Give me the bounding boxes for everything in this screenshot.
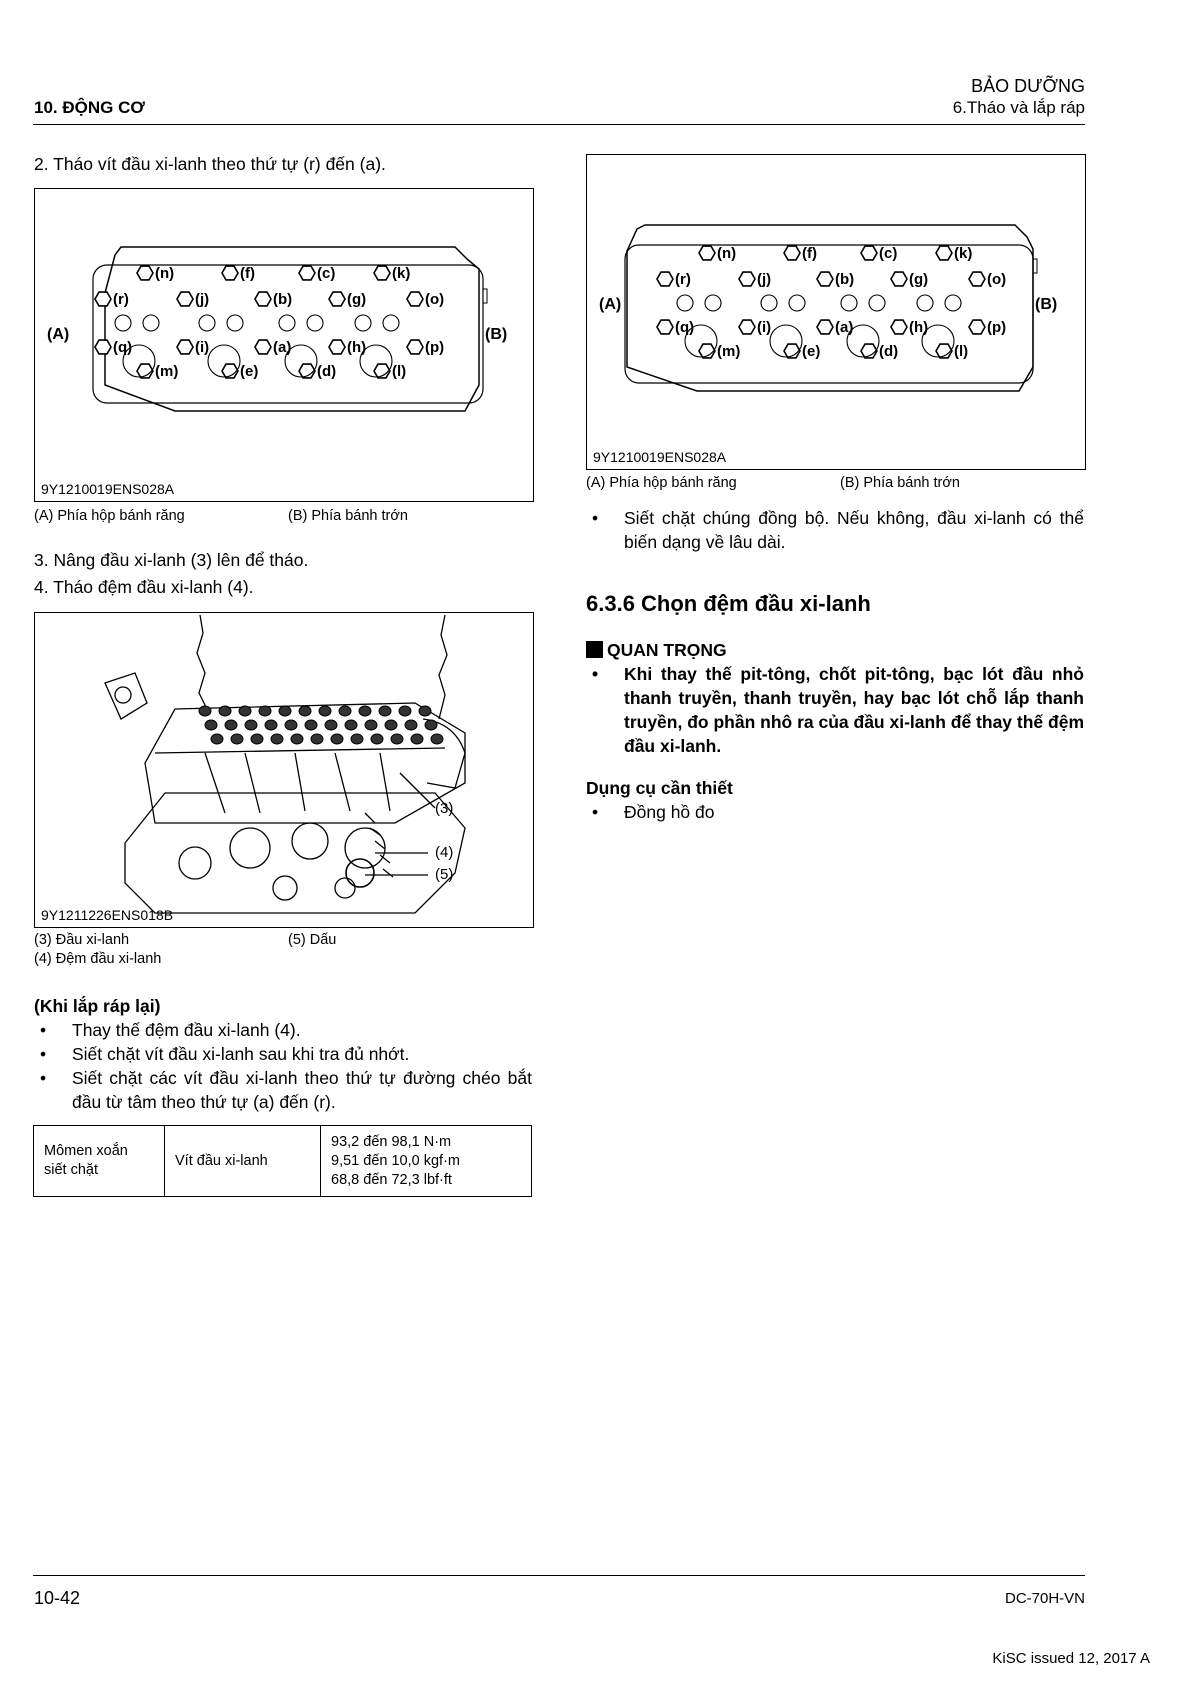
bolt-order-diagram	[35, 189, 533, 501]
bolt-hole	[869, 295, 885, 311]
doc-code: DC-70H-VN	[1004, 1590, 1085, 1607]
callout-3: (3)	[435, 800, 454, 817]
valve-spring	[225, 720, 237, 730]
valve-spring	[211, 734, 223, 744]
valve-spring	[325, 720, 337, 730]
sync-tighten-note	[592, 506, 1084, 554]
bolt-hole	[789, 295, 805, 311]
bolt-label: (f)	[240, 265, 255, 282]
bolt-label: (b)	[273, 291, 293, 308]
valve-spring	[371, 734, 383, 744]
valve-spring	[431, 734, 443, 744]
tools-title: Dụng cụ cần thiết	[586, 778, 733, 798]
lift-chain-right	[439, 615, 447, 719]
bolt-label: (m)	[155, 363, 179, 380]
bolt-hole	[841, 295, 857, 311]
bolt-hex-icon	[255, 340, 271, 354]
bolt-label: (g)	[347, 291, 367, 308]
valve-spring	[219, 706, 231, 716]
square-icon	[586, 641, 603, 658]
valve-spring	[251, 734, 263, 744]
bolt-hex-icon	[861, 246, 877, 260]
label-a: (A)	[599, 296, 622, 313]
step-2: 2. Tháo vít đầu xi-lanh theo thứ tự (r) đến (a).	[34, 154, 386, 174]
bolt-hex-icon	[255, 292, 271, 306]
bolt-label: (a)	[835, 319, 854, 336]
bolt-hex-icon	[891, 272, 907, 286]
bolt-hole	[761, 295, 777, 311]
valve-spring	[419, 706, 431, 716]
bolt-hex-icon	[177, 292, 193, 306]
bolt-label: (k)	[954, 245, 973, 262]
torque-table	[33, 1125, 532, 1197]
bolt-hex-icon	[891, 320, 907, 334]
callout-5: (5)	[435, 866, 454, 883]
figure-bolt-order-left	[34, 188, 534, 502]
bolt-hole	[143, 315, 159, 331]
caption-5: (5) Dấu	[288, 932, 337, 948]
valve-spring	[305, 720, 317, 730]
bolt-hex-icon	[699, 246, 715, 260]
figure-cylinder-head-lift	[34, 612, 534, 928]
bolt-hole	[705, 295, 721, 311]
bolt-label: (p)	[987, 319, 1007, 336]
footer-rule	[33, 1575, 1085, 1576]
bolt-hole	[227, 315, 243, 331]
valve-spring	[199, 706, 211, 716]
bolt-hex-icon	[95, 340, 111, 354]
valve-spring	[259, 706, 271, 716]
tools-list	[592, 800, 1084, 824]
bolt-hex-icon	[137, 266, 153, 280]
bolt-label: (o)	[425, 291, 445, 308]
bolt-hex-icon	[177, 340, 193, 354]
valve-spring	[279, 706, 291, 716]
cylinder-head-outline	[625, 225, 1037, 391]
engine-illustration	[35, 613, 533, 927]
bolt-hex-icon	[739, 320, 755, 334]
valve-spring	[291, 734, 303, 744]
valve-spring	[299, 706, 311, 716]
valve-spring	[379, 706, 391, 716]
bolt-order-diagram	[587, 155, 1085, 469]
step-3: 3. Nâng đầu xi-lanh (3) lên để tháo.	[34, 550, 309, 570]
valve-spring	[285, 720, 297, 730]
bolt-hole	[115, 315, 131, 331]
bolt-label: (i)	[195, 339, 210, 356]
valve-spring	[345, 720, 357, 730]
bolt-hole	[383, 315, 399, 331]
bolt-label: (d)	[317, 363, 337, 380]
bolt-hex-icon	[739, 272, 755, 286]
valve-spring	[245, 720, 257, 730]
step-4: 4. Tháo đệm đầu xi-lanh (4).	[34, 577, 254, 597]
caption-a: (A) Phía hộp bánh răng	[34, 508, 185, 524]
bolt-hex-icon	[329, 292, 345, 306]
bolt-label: (n)	[155, 265, 175, 282]
bolt-label: (c)	[879, 245, 898, 262]
bolt-hex-icon	[299, 266, 315, 280]
bolt-label: (r)	[113, 291, 129, 308]
valve-spring	[365, 720, 377, 730]
valve-spring	[311, 734, 323, 744]
bolt-group	[95, 265, 444, 380]
bolt-label: (h)	[347, 339, 367, 356]
caption-b: (B) Phía bánh trớn	[840, 475, 960, 491]
bolt-label: (m)	[717, 343, 741, 360]
bolt-label: (e)	[802, 343, 821, 360]
bolt-label: (p)	[425, 339, 445, 356]
bolt-hex-icon	[817, 272, 833, 286]
bolt-label: (g)	[909, 271, 929, 288]
reassembly-list	[40, 1018, 532, 1114]
list-item: • Siết chặt vít đầu xi-lanh sau khi tra đủ nhớt.	[40, 1044, 410, 1064]
valve-spring	[339, 706, 351, 716]
chapter-title: 10. ĐỘNG CƠ	[34, 98, 145, 117]
reassembly-title: (Khi lắp ráp lại)	[34, 996, 161, 1016]
callout-4: (4)	[435, 844, 454, 861]
lift-chain-left	[197, 615, 207, 709]
valve-spring	[359, 706, 371, 716]
bolt-hex-icon	[657, 320, 673, 334]
bolt-label: (f)	[802, 245, 817, 262]
bolt-hex-icon	[407, 340, 423, 354]
section-title: BẢO DƯỠNG	[971, 76, 1085, 96]
bolt-label: (i)	[757, 319, 772, 336]
bolt-label: (l)	[954, 343, 969, 360]
valve-spring	[405, 720, 417, 730]
caption-a: (A) Phía hộp bánh răng	[586, 475, 737, 491]
list-item: • Thay thế đệm đầu xi-lanh (4).	[40, 1020, 301, 1040]
bolt-hole	[279, 315, 295, 331]
valve-spring	[265, 720, 277, 730]
bolt-hole	[307, 315, 323, 331]
label-a: (A)	[47, 326, 70, 343]
figure-code: 9Y1210019ENS028A	[593, 449, 727, 465]
bolt-hole	[199, 315, 215, 331]
bolt-label: (d)	[879, 343, 899, 360]
valve-spring	[351, 734, 363, 744]
list-item: • Siết chặt chúng đồng bộ. Nếu không, đầu xi-lanh có thể biến dạng về lâu dài.	[592, 508, 1084, 552]
bolt-label: (h)	[909, 319, 929, 336]
list-item: • Khi thay thế pit-tông, chốt pit-tông, bạc lót đầu nhỏ thanh truyền, thanh truyền, hay bạc lót chỗ lắp thanh truyền, đo phần nhô ra của đầu xi-lanh để thay thế đệm đầu xi-lanh.	[592, 664, 1084, 756]
bolt-label: (a)	[273, 339, 292, 356]
issued-note: KiSC issued 12, 2017 A	[992, 1650, 1150, 1667]
caption-b: (B) Phía bánh trớn	[288, 508, 408, 524]
bolt-label: (o)	[987, 271, 1007, 288]
bolt-label: (j)	[195, 291, 210, 308]
bolt-hex-icon	[784, 246, 800, 260]
bolt-label: (r)	[675, 271, 691, 288]
head-body	[145, 703, 465, 823]
bolt-hex-icon	[407, 292, 423, 306]
leader-3	[400, 773, 435, 808]
bolt-hole	[355, 315, 371, 331]
bolt-group	[657, 245, 1006, 360]
valve-spring	[205, 720, 217, 730]
caption-4: (4) Đệm đầu xi-lanh	[34, 951, 162, 967]
valve-spring	[399, 706, 411, 716]
bolt-label: (c)	[317, 265, 336, 282]
valve-spring	[319, 706, 331, 716]
bolt-label: (q)	[113, 339, 133, 356]
torque-values: 93,2 đến 98,1 N·m 9,51 đến 10,0 kgf·m 68,8 đến 72,3 lbf·ft	[321, 1126, 532, 1197]
bolt-hex-icon	[969, 320, 985, 334]
valve-spring	[391, 734, 403, 744]
bolt-hole	[677, 295, 693, 311]
caption-3: (3) Đầu xi-lanh	[34, 932, 130, 948]
bolt-label: (e)	[240, 363, 259, 380]
bolt-label: (n)	[717, 245, 737, 262]
valve-springs	[199, 706, 443, 744]
bolt-hex-icon	[95, 292, 111, 306]
bolt-hex-icon	[329, 340, 345, 354]
bolt-hole	[917, 295, 933, 311]
bolt-label: (j)	[757, 271, 772, 288]
list-item: • Siết chặt các vít đầu xi-lanh theo thứ tự đường chéo bắt đầu từ tâm theo thứ tự (a) đến (r).	[40, 1068, 532, 1112]
valve-spring	[425, 720, 437, 730]
bolt-hex-icon	[969, 272, 985, 286]
page-number: 10-42	[34, 1588, 81, 1608]
valve-spring	[271, 734, 283, 744]
figure-code: 9Y1210019ENS028A	[41, 481, 175, 497]
bolt-hex-icon	[817, 320, 833, 334]
torque-label: Mômen xoắn siết chặt	[34, 1126, 165, 1197]
bolt-hex-icon	[657, 272, 673, 286]
bolt-label: (k)	[392, 265, 411, 282]
bolt-label: (q)	[675, 319, 695, 336]
valve-spring	[239, 706, 251, 716]
label-b: (B)	[1035, 296, 1058, 313]
figure-code: 9Y1211226ENS018B	[41, 907, 174, 923]
label-b: (B)	[485, 326, 508, 343]
important-label: QUAN TRỌNG	[586, 638, 727, 662]
bolt-hex-icon	[222, 266, 238, 280]
header-rule	[33, 124, 1085, 125]
important-note	[592, 662, 1084, 758]
valve-spring	[411, 734, 423, 744]
valve-spring	[231, 734, 243, 744]
bolt-hex-icon	[374, 266, 390, 280]
torque-item: Vít đầu xi-lanh	[165, 1126, 321, 1197]
bolt-label: (l)	[392, 363, 407, 380]
section-heading: 6.3.6 Chọn đệm đầu xi-lanh	[586, 591, 871, 616]
figure-bolt-order-right	[586, 154, 1086, 470]
subsection-title: 6.Tháo và lắp ráp	[952, 98, 1085, 117]
valve-spring	[385, 720, 397, 730]
list-item: • Đồng hồ đo	[592, 802, 715, 822]
valve-spring	[331, 734, 343, 744]
bolt-hex-icon	[936, 246, 952, 260]
bolt-hole	[945, 295, 961, 311]
bolt-label: (b)	[835, 271, 855, 288]
